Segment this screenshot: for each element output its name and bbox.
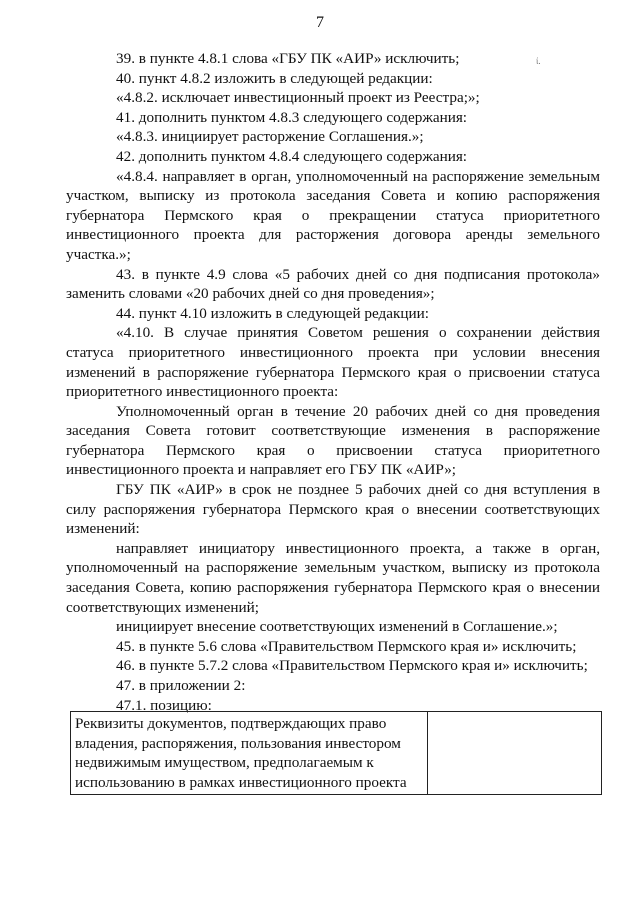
- position-table: [70, 711, 602, 795]
- table-cell-empty: [428, 712, 602, 795]
- paragraph-4-10: «4.10. В случае принятия Советом решения о сохранении действия статуса приоритетного инвестиционного проекта при условии внесения изменений в распоряжение губернатора Пермского края о присвоении статуса приоритетного инвестиционного проекта:: [66, 324, 600, 401]
- paragraph-45: 45. в пункте 5.6 слова «Правительством Пермского края и» исключить;: [116, 637, 577, 655]
- paragraph-41: 41. дополнить пунктом 4.8.3 следующего содержания:: [116, 108, 468, 126]
- paragraph-42: 42. дополнить пунктом 4.8.4 следующего содержания:: [116, 147, 468, 165]
- paragraph-44: 44. пункт 4.10 изложить в следующей редакции:: [116, 304, 429, 322]
- page-number: 7: [316, 14, 324, 31]
- paragraph-authorized-body: Уполномоченный орган в течение 20 рабочих дней со дня проведения заседания Совета готовит соответствующие изменения в распоряжение губернатора Пермского края о присвоении статуса приоритетного инвестиционного проекта и направляет его ГБУ ПК «АИР»;: [66, 402, 600, 479]
- paragraph-47-1: 47.1. позицию:: [116, 696, 212, 714]
- paragraph-4-8-3: «4.8.3. инициирует расторжение Соглашения.»;: [116, 128, 424, 146]
- paragraph-4-8-2: «4.8.2. исключает инвестиционный проект из Реестра;»;: [116, 89, 480, 107]
- paragraph-sends: направляет инициатору инвестиционного проекта, а также в орган, уполномоченный на распоряжение земельным участком, выписку из протокола заседания Совета, копию распоряжения губернатора Пермского края о внесении соответствующих изменений;: [66, 539, 600, 616]
- paragraph-40: 40. пункт 4.8.2 изложить в следующей редакции:: [116, 69, 433, 87]
- paragraph-43: 43. в пункте 4.9 слова «5 рабочих дней со дня подписания протокола» заменить словами «20 рабочих дней со дня проведения»;: [66, 265, 600, 303]
- paragraph-initiates: инициирует внесение соответствующих изменений в Соглашение.»;: [116, 618, 558, 636]
- paragraph-4-8-4: «4.8.4. направляет в орган, уполномоченный на распоряжение земельным участком, выписку из протокола заседания Совета и копию распоряжения губернатора Пермского края о прекращении статуса приоритетного инвестиционного проекта для расторжения договора аренды земельного участка.»;: [66, 167, 600, 263]
- paragraph-gbu-air: ГБУ ПК «АИР» в срок не позднее 5 рабочих дней со дня вступления в силу распоряжения губернатора Пермского края о внесении соответствующих изменений:: [66, 481, 600, 538]
- paragraph-47: 47. в приложении 2:: [116, 677, 246, 694]
- document-body: [66, 49, 600, 715]
- table-cell-requisites: Реквизиты документов, подтверждающих право владения, распоряжения, пользования инвестором недвижимым имуществом, предполагаемым к использованию в рамках инвестиционного проекта: [71, 712, 428, 795]
- paragraph-46: 46. в пункте 5.7.2 слова «Правительством Пермского края и» исключить;: [116, 657, 588, 675]
- table-row: [71, 712, 602, 795]
- stray-mark: ί.: [536, 56, 541, 66]
- paragraph-39: 39. в пункте 4.8.1 слова «ГБУ ПК «АИР» исключить;: [116, 50, 460, 67]
